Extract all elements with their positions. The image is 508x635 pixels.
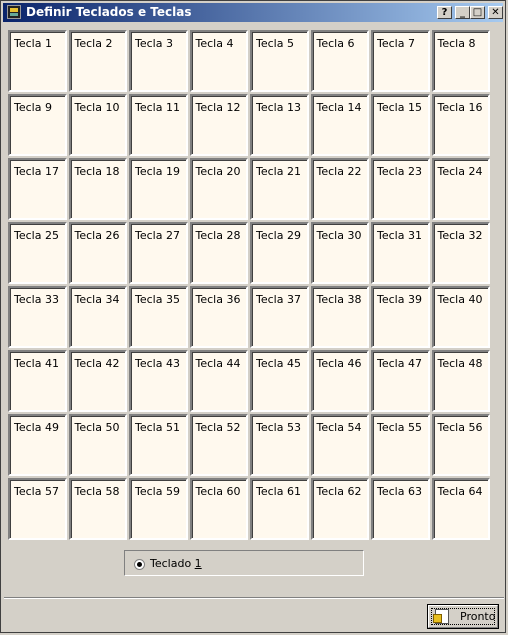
key-label: Tecla 35 <box>135 293 180 306</box>
key-button[interactable] <box>371 350 430 412</box>
key-button[interactable] <box>311 478 370 540</box>
keyboard-selector-group <box>124 550 364 576</box>
key-label: Tecla 51 <box>135 421 180 434</box>
help-button[interactable]: ? <box>437 6 452 19</box>
key-button[interactable] <box>371 414 430 476</box>
key-button[interactable] <box>190 94 249 156</box>
key-label: Tecla 2 <box>74 37 113 50</box>
key-button[interactable] <box>69 478 128 540</box>
key-label: Tecla 50 <box>74 421 120 434</box>
key-label: Tecla 43 <box>135 357 180 370</box>
maximize-button[interactable]: □ <box>470 6 485 19</box>
key-button[interactable] <box>311 350 370 412</box>
key-button[interactable] <box>8 222 67 284</box>
key-button[interactable] <box>8 478 67 540</box>
key-button[interactable] <box>432 222 491 284</box>
key-button[interactable] <box>69 30 128 92</box>
key-label: Tecla 30 <box>316 229 362 242</box>
key-label: Tecla 55 <box>377 421 422 434</box>
key-label: Tecla 28 <box>195 229 241 242</box>
key-label: Tecla 16 <box>437 101 483 114</box>
key-label: Tecla 62 <box>316 485 362 498</box>
key-label: Tecla 47 <box>377 357 422 370</box>
key-label: Tecla 32 <box>437 229 483 242</box>
footer-separator <box>4 597 504 599</box>
key-label: Tecla 38 <box>316 293 362 306</box>
key-button[interactable] <box>129 286 188 348</box>
key-button[interactable] <box>311 158 370 220</box>
key-button[interactable] <box>371 158 430 220</box>
key-button[interactable] <box>432 478 491 540</box>
minimize-button[interactable]: _ <box>455 6 470 19</box>
keyboard-1-radio[interactable] <box>134 559 145 570</box>
key-label: Tecla 11 <box>135 101 180 114</box>
key-label: Tecla 8 <box>437 37 476 50</box>
key-button[interactable] <box>371 286 430 348</box>
key-label: Tecla 39 <box>377 293 422 306</box>
key-button[interactable] <box>250 30 309 92</box>
key-label: Tecla 1 <box>14 37 52 50</box>
key-label: Tecla 29 <box>256 229 301 242</box>
close-button[interactable]: ✕ <box>488 6 503 19</box>
key-label: Tecla 17 <box>14 165 59 178</box>
key-label: Tecla 44 <box>195 357 241 370</box>
key-button[interactable] <box>432 350 491 412</box>
key-label: Tecla 58 <box>74 485 120 498</box>
key-label: Tecla 26 <box>74 229 120 242</box>
key-label: Tecla 10 <box>74 101 120 114</box>
key-label: Tecla 5 <box>256 37 294 50</box>
key-button[interactable] <box>8 350 67 412</box>
key-label: Tecla 25 <box>14 229 59 242</box>
key-button[interactable] <box>371 30 430 92</box>
key-label: Tecla 49 <box>14 421 59 434</box>
key-label: Tecla 52 <box>195 421 241 434</box>
key-button[interactable] <box>129 30 188 92</box>
key-button[interactable] <box>69 350 128 412</box>
key-button[interactable] <box>250 286 309 348</box>
key-label: Tecla 37 <box>256 293 301 306</box>
key-button[interactable] <box>432 94 491 156</box>
document-icon <box>435 609 449 624</box>
key-button[interactable] <box>8 94 67 156</box>
key-label: Tecla 3 <box>135 37 173 50</box>
key-label: Tecla 45 <box>256 357 301 370</box>
key-label: Tecla 19 <box>135 165 180 178</box>
key-button[interactable] <box>129 222 188 284</box>
key-label: Tecla 40 <box>437 293 483 306</box>
key-button[interactable] <box>190 158 249 220</box>
key-label: Tecla 63 <box>377 485 422 498</box>
key-label: Tecla 14 <box>316 101 362 114</box>
key-button[interactable] <box>371 222 430 284</box>
key-label: Tecla 60 <box>195 485 241 498</box>
key-label: Tecla 21 <box>256 165 301 178</box>
key-button[interactable] <box>69 94 128 156</box>
key-label: Tecla 22 <box>316 165 362 178</box>
key-button[interactable] <box>129 478 188 540</box>
key-button[interactable] <box>190 30 249 92</box>
key-button[interactable] <box>432 30 491 92</box>
key-label: Tecla 36 <box>195 293 241 306</box>
key-label: Tecla 57 <box>14 485 59 498</box>
app-icon <box>7 5 21 19</box>
window-title: Definir Teclados e Teclas <box>26 5 192 19</box>
key-label: Tecla 12 <box>195 101 241 114</box>
key-button[interactable] <box>250 158 309 220</box>
key-button[interactable] <box>311 414 370 476</box>
key-label: Tecla 27 <box>135 229 180 242</box>
key-button[interactable] <box>311 222 370 284</box>
pronto-button[interactable] <box>427 604 499 629</box>
key-button[interactable] <box>69 158 128 220</box>
keyboard-number: 1 <box>194 557 202 570</box>
key-button[interactable] <box>190 414 249 476</box>
key-button[interactable] <box>371 94 430 156</box>
key-button[interactable] <box>432 286 491 348</box>
keyboard-1-label[interactable] <box>150 557 202 570</box>
key-label: Tecla 64 <box>437 485 483 498</box>
key-label: Tecla 42 <box>74 357 120 370</box>
key-label: Tecla 24 <box>437 165 483 178</box>
key-label: Tecla 54 <box>316 421 362 434</box>
key-label: Tecla 18 <box>74 165 120 178</box>
key-label: Tecla 41 <box>14 357 59 370</box>
key-button[interactable] <box>190 478 249 540</box>
key-label: Tecla 15 <box>377 101 422 114</box>
key-label: Tecla 33 <box>14 293 59 306</box>
key-button[interactable] <box>129 414 188 476</box>
key-label: Tecla 4 <box>195 37 234 50</box>
key-button[interactable] <box>69 414 128 476</box>
key-label: Tecla 56 <box>437 421 483 434</box>
key-button[interactable] <box>69 222 128 284</box>
key-label: Tecla 13 <box>256 101 301 114</box>
key-button[interactable] <box>190 350 249 412</box>
key-button[interactable] <box>8 158 67 220</box>
key-button[interactable] <box>250 478 309 540</box>
key-button[interactable] <box>432 158 491 220</box>
key-button[interactable] <box>250 94 309 156</box>
pronto-label: Pronto <box>460 610 496 623</box>
key-button[interactable] <box>69 286 128 348</box>
key-grid <box>7 29 493 541</box>
key-button[interactable] <box>190 222 249 284</box>
key-button[interactable] <box>8 286 67 348</box>
key-label: Tecla 48 <box>437 357 483 370</box>
key-button[interactable] <box>432 414 491 476</box>
key-button[interactable] <box>371 478 430 540</box>
key-label: Tecla 20 <box>195 165 241 178</box>
key-button[interactable] <box>8 30 67 92</box>
key-button[interactable] <box>311 30 370 92</box>
keyboard-label-text: Teclado <box>150 557 195 570</box>
key-label: Tecla 61 <box>256 485 301 498</box>
key-button[interactable] <box>190 286 249 348</box>
key-label: Tecla 34 <box>74 293 120 306</box>
key-label: Tecla 9 <box>14 101 52 114</box>
key-label: Tecla 59 <box>135 485 180 498</box>
key-label: Tecla 31 <box>377 229 422 242</box>
key-label: Tecla 53 <box>256 421 301 434</box>
key-label: Tecla 46 <box>316 357 362 370</box>
key-button[interactable] <box>8 414 67 476</box>
key-button[interactable] <box>129 158 188 220</box>
title-bar[interactable] <box>3 3 503 22</box>
key-button[interactable] <box>250 414 309 476</box>
key-button[interactable] <box>311 286 370 348</box>
key-button[interactable] <box>311 94 370 156</box>
key-label: Tecla 6 <box>316 37 355 50</box>
key-button[interactable] <box>250 350 309 412</box>
key-label: Tecla 7 <box>377 37 415 50</box>
key-button[interactable] <box>250 222 309 284</box>
key-button[interactable] <box>129 94 188 156</box>
key-label: Tecla 23 <box>377 165 422 178</box>
key-button[interactable] <box>129 350 188 412</box>
